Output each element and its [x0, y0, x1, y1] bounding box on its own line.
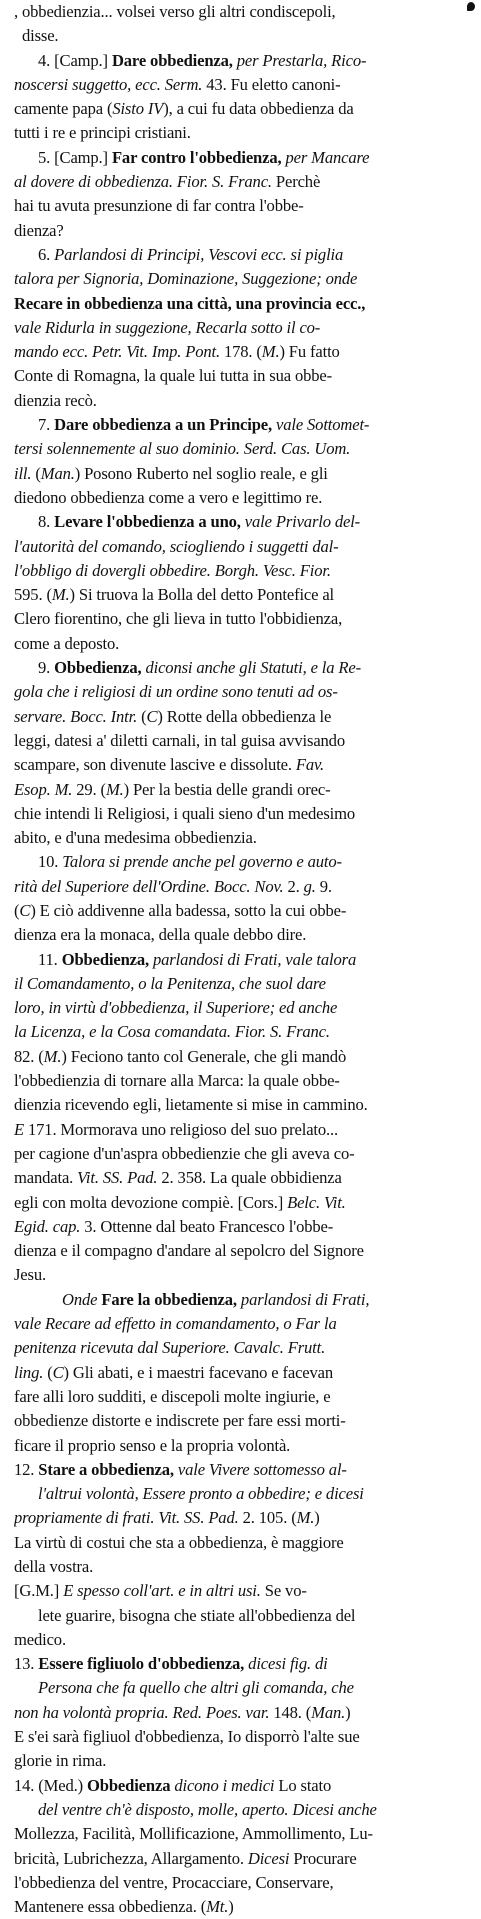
italic-text: Belc. Vit. — [287, 1192, 346, 1212]
text-line — [14, 1191, 476, 1215]
text-segment: disse. — [14, 26, 59, 46]
text-line — [14, 948, 476, 972]
text-segment: ) — [228, 1897, 234, 1917]
text-segment: l'obbedienzia di tornare alla Marca: la quale obbe- — [14, 1071, 340, 1091]
text-segment: 178. ( — [219, 342, 262, 362]
text-line — [14, 705, 476, 729]
text-segment: 9. — [38, 658, 55, 678]
text-line — [14, 1749, 476, 1773]
italic-text: Persona che fa quello che altri gli comanda, che — [38, 1678, 354, 1698]
italic-text: dicesi fig. di — [244, 1654, 328, 1674]
text-line — [14, 1215, 476, 1239]
text-segment: ) — [345, 1702, 351, 1722]
italic-text: non ha volontà propria. Red. Poes. var. — [14, 1702, 270, 1722]
italic-text: Mt. — [206, 1897, 229, 1917]
text-segment: 7. — [38, 415, 55, 435]
italic-text: al dovere di obbedienza. Fior. S. Franc. — [14, 172, 272, 192]
italic-text: Egid. cap. — [14, 1216, 81, 1236]
text-segment: dienza era la monaca, della quale debbo dire. — [14, 925, 307, 945]
text-line — [14, 826, 476, 850]
text-line — [14, 1458, 476, 1482]
italic-text: Sisto IV — [112, 99, 164, 119]
text-line — [14, 1361, 476, 1385]
headword-text: Far contro l'obbedienza, — [111, 147, 282, 167]
text-segment: dienzia recò. — [14, 390, 97, 410]
text-line — [14, 413, 476, 437]
headword-text: Obbedienza, — [54, 658, 142, 678]
italic-text: il Comandamento, o la Penitenza, che suol dare — [14, 973, 326, 993]
text-segment: Mantenere essa obbedienza. ( — [14, 1897, 207, 1917]
italic-text: servare. Bocc. Intr. — [14, 706, 138, 726]
italic-text: ling. — [14, 1362, 44, 1382]
text-segment: Procurare — [289, 1848, 357, 1868]
text-segment: 5. [Camp.] — [38, 147, 112, 167]
text-segment: 2. 358. La quale obbidienza — [157, 1168, 342, 1188]
text-line — [14, 389, 476, 413]
text-line — [14, 1895, 476, 1919]
text-segment: lete guarire, bisogna che stiate all'obbedienza del — [38, 1605, 356, 1625]
text-line — [14, 875, 476, 899]
text-line — [14, 170, 476, 194]
text-segment: ) Gli abati, e i maestri facevano e facevan — [63, 1362, 334, 1382]
text-segment: dienzia ricevendo egli, lietamente si mise in cammino. — [14, 1095, 368, 1115]
text-segment: Lo stato — [274, 1775, 332, 1795]
text-line — [14, 1871, 476, 1895]
text-segment: La virtù di costui che sta a obbedienza, è maggiore — [14, 1532, 344, 1552]
italic-text: M. — [43, 1046, 62, 1066]
italic-text: Man. — [311, 1702, 346, 1722]
headword-text: Dare obbedienza a un Principe, — [54, 415, 272, 435]
headword-text: Obbedienza — [87, 1775, 171, 1795]
text-line — [14, 996, 476, 1020]
text-line — [14, 1288, 476, 1312]
text-segment: leggi, datesi a' diletti carnali, in tal guisa avvisando — [14, 730, 345, 750]
italic-text: per Prestarla, Rico- — [232, 50, 367, 70]
italic-text: Talora si prende anche pel governo e auto- — [62, 852, 342, 872]
text-line — [14, 729, 476, 753]
text-segment: ) Per la bestia delle grandi orec- — [123, 779, 331, 799]
text-line — [14, 292, 476, 316]
text-line — [14, 1166, 476, 1190]
text-segment: 13. — [14, 1654, 39, 1674]
text-line — [14, 1239, 476, 1263]
text-segment: glorie in rima. — [14, 1751, 107, 1771]
text-segment: 9. — [315, 876, 332, 896]
text-segment: Perchè — [271, 172, 321, 192]
text-segment: hai tu avuta presunzione di far contra l'obbe- — [14, 196, 304, 216]
text-segment: scampare, son divenute lascive e dissolute. — [14, 755, 296, 775]
text-segment: 14. (Med.) — [14, 1775, 88, 1795]
text-segment: ( — [14, 900, 20, 920]
italic-text: per Mancare — [281, 147, 370, 167]
text-segment: 12. — [14, 1459, 39, 1479]
text-line — [14, 1385, 476, 1409]
text-line — [14, 1142, 476, 1166]
text-line — [14, 1774, 476, 1798]
text-line — [14, 49, 476, 73]
text-segment: ) Rotte della obbedienza le — [157, 706, 332, 726]
italic-text: mando ecc. Petr. Vit. Imp. Pont. — [14, 342, 220, 362]
italic-text: Onde — [62, 1289, 98, 1309]
italic-text: E — [14, 1119, 24, 1139]
bullet-mark-icon — [467, 2, 475, 11]
text-line — [14, 1555, 476, 1579]
text-segment: bricità, Lubrichezza, Allargamento. — [14, 1848, 248, 1868]
text-line — [14, 1822, 476, 1846]
text-segment: Clero fiorentino, che gli lieva in tutto l'obbidienza, — [14, 609, 343, 629]
text-line — [14, 437, 476, 461]
italic-text: vale Ridurla in suggezione, Recarla sotto il co- — [14, 317, 321, 337]
italic-text: l'altrui volontà, Essere pronto a obbedire; e dicesi — [38, 1484, 364, 1504]
italic-text: C — [52, 1362, 64, 1382]
text-line — [14, 850, 476, 874]
text-line — [14, 243, 476, 267]
italic-text: rità del Superiore dell'Ordine. Bocc. Nov. — [14, 876, 284, 896]
dictionary-text-column — [14, 0, 476, 1919]
text-line — [14, 364, 476, 388]
text-line — [14, 1798, 476, 1822]
italic-text: M. — [105, 779, 124, 799]
text-segment: Mollezza, Facilità, Mollificazione, Ammollimento, Lu- — [14, 1824, 373, 1844]
text-line — [14, 340, 476, 364]
text-line — [14, 0, 476, 24]
text-line — [14, 146, 476, 170]
text-line — [14, 1045, 476, 1069]
text-segment: Jesu. — [14, 1265, 46, 1285]
text-line — [14, 219, 476, 243]
italic-text: ill. — [14, 463, 32, 483]
text-segment: 148. ( — [269, 1702, 312, 1722]
text-line — [14, 1312, 476, 1336]
text-segment: , obbedienzia... volsei verso gli altri condiscepoli, — [14, 2, 336, 21]
text-line — [14, 899, 476, 923]
text-line — [14, 73, 476, 97]
text-segment: Conte di Romagna, la quale lui tutta in sua obbe- — [14, 366, 333, 386]
text-line — [14, 753, 476, 777]
text-line — [14, 559, 476, 583]
text-segment: della vostra. — [14, 1557, 94, 1576]
text-segment: 171. Mormorava uno religioso del suo prelato... — [24, 1119, 339, 1139]
italic-text: M. — [51, 585, 70, 605]
text-segment: 8. — [38, 512, 55, 532]
italic-text: Dicesi — [247, 1848, 290, 1868]
text-segment: ) Si truova la Bolla del detto Pontefice al — [69, 585, 335, 605]
text-segment: l'obbedienza del ventre, Procacciare, Conservare, — [14, 1872, 334, 1892]
text-line — [14, 1118, 476, 1142]
text-line — [14, 121, 476, 145]
italic-text: vale Sottomet- — [272, 415, 370, 435]
text-line — [14, 316, 476, 340]
text-line — [14, 1336, 476, 1360]
text-line — [14, 802, 476, 826]
italic-text: vale Privarlo del- — [240, 512, 361, 532]
text-line — [14, 1409, 476, 1433]
text-segment: dienza e il compagno d'andare al sepolcro del Signore — [14, 1241, 364, 1261]
text-line — [14, 1628, 476, 1652]
text-line — [14, 97, 476, 121]
italic-text: noscersi suggetto, ecc. Serm. — [14, 74, 203, 94]
text-line — [14, 1434, 476, 1458]
italic-text: vale Vivere sottomesso al- — [173, 1459, 347, 1479]
headword-text: Obbedienza, — [61, 949, 150, 969]
text-segment: fare alli loro sudditi, e discepoli molte ingiurie, e — [14, 1386, 331, 1406]
text-segment: 595. ( — [14, 585, 52, 605]
headword-text: Stare a obbedienza, — [38, 1459, 174, 1479]
text-segment: 6. — [38, 244, 55, 264]
text-segment: 43. Fu eletto canoni- — [202, 74, 341, 94]
text-segment: ) E ciò addivenne alla badessa, sotto la cui obbe- — [30, 900, 347, 920]
text-line — [14, 267, 476, 291]
italic-text: Man. — [40, 463, 75, 483]
text-line — [14, 1604, 476, 1628]
text-segment: 2. 105. ( — [238, 1508, 297, 1528]
italic-text: g. — [303, 876, 316, 896]
text-line — [14, 1676, 476, 1700]
italic-text: Fav. — [295, 755, 324, 775]
italic-text: gola che i religiosi di un ordine sono tenuti ad os- — [14, 682, 338, 702]
text-line — [14, 778, 476, 802]
italic-text: C — [19, 900, 31, 920]
text-line — [14, 632, 476, 656]
text-segment: ( — [43, 1362, 53, 1382]
text-segment: ( — [137, 706, 147, 726]
italic-text: loro, in virtù d'obbedienza, il Superiore; ed anche — [14, 998, 338, 1018]
italic-text: diconsi anche gli Statuti, e la Re- — [141, 658, 361, 678]
text-segment: ), a cui fu data obbedienza da — [163, 99, 354, 119]
italic-text: parlandosi di Frati, — [236, 1289, 370, 1309]
text-segment: Se vo- — [260, 1581, 307, 1601]
italic-text: C — [146, 706, 158, 726]
text-segment: dienza? — [14, 220, 64, 240]
italic-text: l'obbligo di dovergli obbedire. Borgh. Vesc. Fior. — [14, 560, 331, 580]
text-segment: [G.M.] — [14, 1581, 64, 1601]
text-line — [14, 656, 476, 680]
text-line — [14, 1725, 476, 1749]
text-segment: 29. ( — [72, 779, 106, 799]
text-segment: diedono obbedienza come a vero e legittimo re. — [14, 487, 323, 507]
italic-text: M. — [296, 1508, 315, 1528]
italic-text: propriamente di frati. Vit. SS. Pad. — [14, 1508, 239, 1528]
text-line — [14, 1847, 476, 1871]
headword-text: Levare l'obbedienza a uno, — [54, 512, 241, 532]
text-segment: ) Posono Ruberto nel soglio reale, e gli — [74, 463, 328, 483]
italic-text: Esop. M. — [14, 779, 73, 799]
text-line — [14, 1020, 476, 1044]
headword-text: Fare la obbedienza, — [97, 1289, 237, 1309]
text-segment: medico. — [14, 1629, 66, 1649]
text-segment: mandata. — [14, 1168, 78, 1188]
text-segment: 10. — [38, 852, 63, 872]
italic-text: penitenza ricevuta dal Superiore. Cavalc. Frutt. — [14, 1338, 326, 1358]
text-segment: ) — [314, 1508, 320, 1528]
text-line — [14, 486, 476, 510]
italic-text: E spesso coll'art. e in altri usi. — [63, 1581, 261, 1601]
italic-text: talora per Signoria, Dominazione, Suggezione; onde — [14, 269, 358, 289]
italic-text: vale Recare ad effetto in comandamento, o Far la — [14, 1314, 337, 1334]
headword-text: Essere figliuolo d'obbedienza, — [38, 1654, 245, 1674]
text-segment: per cagione d'un'aspra obbedienzie che gli aveva co- — [14, 1143, 355, 1163]
text-line — [14, 1482, 476, 1506]
text-segment: ( — [31, 463, 41, 483]
text-segment: ficare il proprio senso e la propria volontà. — [14, 1435, 291, 1455]
text-line — [14, 1579, 476, 1603]
italic-text: la Licenza, e la Cosa comandata. Fior. S. Franc. — [14, 1022, 330, 1042]
headword-text: Dare obbedienza, — [111, 50, 233, 70]
text-segment: 82. ( — [14, 1046, 44, 1066]
text-line — [14, 1069, 476, 1093]
text-line — [14, 923, 476, 947]
italic-text: l'autorità del comando, sciogliendo i suggetti dal- — [14, 536, 339, 556]
text-line — [14, 680, 476, 704]
text-line — [14, 1701, 476, 1725]
text-segment: ) Feciono tanto col Generale, che gli mandò — [61, 1046, 347, 1066]
italic-text: del ventre ch'è disposto, molle, aperto. Dicesi anche — [38, 1799, 377, 1819]
italic-text: parlandosi di Frati, vale talora — [149, 949, 357, 969]
text-line — [14, 510, 476, 534]
text-line — [14, 194, 476, 218]
text-line — [14, 1652, 476, 1676]
italic-text: tersi solennemente al suo dominio. Serd. Cas. Uom. — [14, 439, 351, 459]
text-segment: 11. — [38, 949, 62, 969]
text-segment: come a deposto. — [14, 633, 120, 653]
text-segment: camente papa ( — [14, 99, 113, 119]
text-segment: chie intendi li Religiosi, i quali sieno d'un medesimo — [14, 803, 356, 823]
text-line — [14, 24, 476, 48]
text-segment: E s'ei sarà figliuol d'obbedienza, Io disporrò l'alte sue — [14, 1727, 360, 1747]
text-segment: 2. — [283, 876, 304, 896]
text-line — [14, 1506, 476, 1530]
text-segment: ) Fu fatto — [279, 342, 340, 362]
text-segment: egli con molta devozione compiè. [Cors.] — [14, 1192, 288, 1212]
text-line — [14, 1531, 476, 1555]
text-segment: abito, e d'una medesima obbedienzia. — [14, 828, 257, 848]
text-segment: 3. Ottenne dal beato Francesco l'obbe- — [80, 1216, 334, 1236]
italic-text: Parlandosi di Principi, Vescovi ecc. si piglia — [54, 244, 344, 264]
text-line — [14, 1263, 476, 1287]
text-segment: obbedienze distorte e indiscrete per fare essi morti- — [14, 1411, 346, 1431]
italic-text: M. — [261, 342, 280, 362]
italic-text: dicono i medici — [170, 1775, 275, 1795]
text-line — [14, 583, 476, 607]
headword-text: Recare in obbedienza una città, una provincia ecc., — [14, 293, 366, 313]
text-line — [14, 535, 476, 559]
italic-text: Vit. SS. Pad. — [77, 1168, 158, 1188]
text-line — [14, 972, 476, 996]
text-segment: tutti i re e principi cristiani. — [14, 123, 191, 143]
text-line — [14, 462, 476, 486]
text-segment: 4. [Camp.] — [38, 50, 112, 70]
text-line — [14, 1093, 476, 1117]
text-line — [14, 607, 476, 631]
